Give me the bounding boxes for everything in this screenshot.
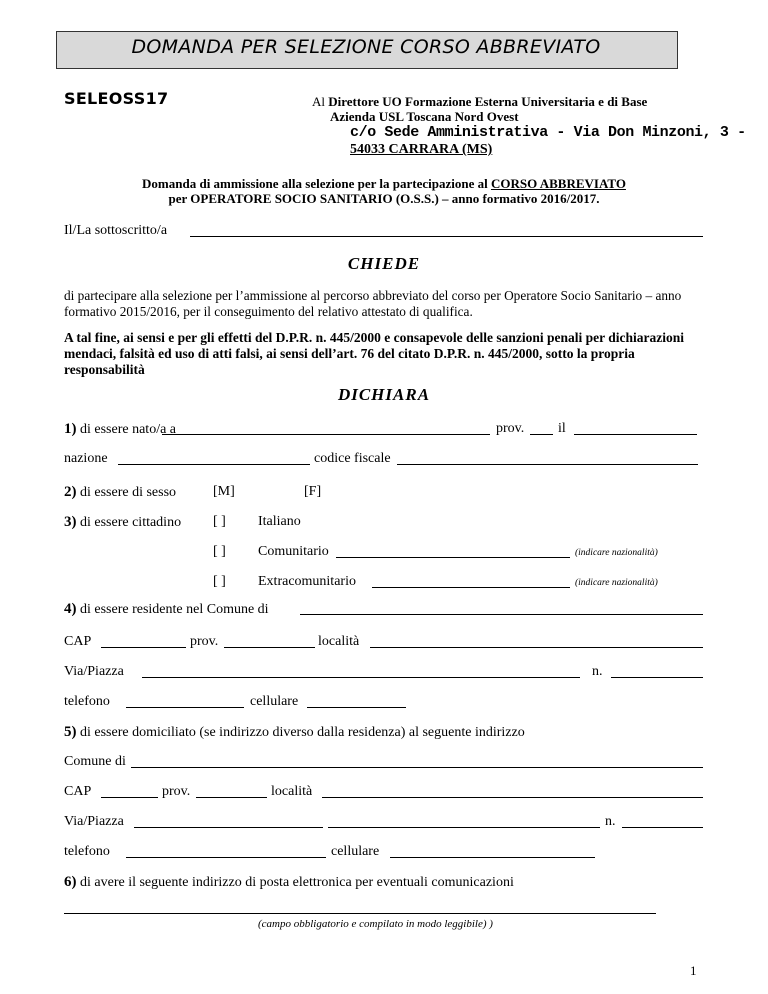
dichiara-heading: DICHIARA: [337, 385, 431, 404]
comunitario-note: (indicare nazionalità): [575, 548, 658, 558]
res-cap-label: CAP: [64, 634, 92, 649]
item1-prov-label: prov.: [496, 421, 525, 436]
form-title: DOMANDA PER SELEZIONE CORSO ABBREVIATO: [131, 36, 601, 58]
dom-localita-label: località: [271, 784, 313, 799]
res-localita-field[interactable]: [370, 647, 703, 648]
dom-cellulare-field[interactable]: [390, 857, 595, 858]
dom-telefono-field[interactable]: [126, 857, 326, 858]
dom-cap-label: CAP: [64, 784, 92, 799]
dom-telefono-label: telefono: [64, 844, 110, 859]
res-localita-label: località: [318, 634, 360, 649]
declaration-3: responsabilità: [64, 362, 145, 377]
res-n-label: n.: [592, 664, 603, 679]
chiede-heading: CHIEDE: [347, 254, 421, 273]
email-note: (campo obbligatorio e compilato in modo leggibile) ): [258, 918, 493, 930]
declaration-1: A tal fine, ai sensi e per gli effetti del D.P.R. n. 445/2000 e consapevole delle sanzioni penali per dichiarazioni: [64, 330, 684, 345]
addressee-name: Direttore UO Formazione Esterna Universitaria e di Base: [328, 94, 648, 109]
addressee-line1: [312, 94, 647, 110]
item5-label: 5) di essere domiciliato (se indirizzo diverso dalla residenza) al seguente indirizzo: [64, 724, 525, 740]
addressee-line4: 54033 CARRARA (MS): [350, 142, 493, 157]
page-number: 1: [690, 963, 697, 978]
res-via-label: Via/Piazza: [64, 664, 124, 679]
dom-cap-field[interactable]: [101, 797, 158, 798]
email-field[interactable]: [64, 913, 656, 914]
citizenship-comunitario-label: Comunitario: [258, 544, 329, 559]
res-via-field[interactable]: [142, 677, 580, 678]
citizenship-comunitario-checkbox[interactable]: [ ]: [213, 544, 226, 559]
codice-fiscale-label: codice fiscale: [314, 451, 391, 466]
dom-comune-field[interactable]: [131, 767, 703, 768]
dom-via-field-1[interactable]: [134, 827, 323, 828]
form-code: SELEOSS17: [64, 89, 169, 108]
signatory-field[interactable]: [190, 236, 703, 237]
res-n-field[interactable]: [611, 677, 703, 678]
sex-option-f[interactable]: [F]: [304, 484, 322, 499]
dom-n-field[interactable]: [622, 827, 703, 828]
subject-line2: per OPERATORE SOCIO SANITARIO (O.S.S.) – anno formativo 2016/2017.: [168, 191, 600, 206]
signatory-label: Il/La sottoscritto/a: [64, 223, 168, 238]
nazione-field[interactable]: [118, 464, 310, 465]
birth-prov-field[interactable]: [530, 434, 553, 435]
res-prov-field[interactable]: [224, 647, 315, 648]
item3-label: 3) di essere cittadino: [64, 514, 182, 530]
dom-n-label: n.: [605, 814, 616, 829]
nazione-label: nazione: [64, 451, 108, 466]
extracomunitario-nationality-field[interactable]: [372, 587, 570, 588]
dom-via-field-2[interactable]: [328, 827, 600, 828]
subject-course: CORSO ABBREVIATO: [490, 176, 626, 191]
addressee-line3: c/o Sede Amministrativa - Via Don Minzoni, 3 -: [350, 124, 746, 141]
extracomunitario-note: (indicare nazionalità): [575, 578, 658, 588]
chiede-text-2: formativo 2015/2016, per il conseguimento del relativo attestato di qualifica.: [64, 304, 473, 319]
item1-il-label: il: [558, 421, 566, 436]
res-telefono-field[interactable]: [126, 707, 244, 708]
addressee-prefix: Al: [312, 94, 325, 109]
codice-fiscale-field[interactable]: [397, 464, 698, 465]
dom-cellulare-label: cellulare: [331, 844, 380, 859]
residence-comune-field[interactable]: [300, 614, 703, 615]
res-cap-field[interactable]: [101, 647, 186, 648]
citizenship-italiano-checkbox[interactable]: [ ]: [213, 514, 226, 529]
citizenship-italiano-label: Italiano: [258, 514, 301, 529]
citizenship-extracomunitario-label: Extracomunitario: [258, 574, 356, 589]
dom-prov-field[interactable]: [196, 797, 267, 798]
subject-text: Domanda di ammissione alla selezione per la partecipazione al: [142, 176, 491, 191]
dom-localita-field[interactable]: [322, 797, 703, 798]
res-prov-label: prov.: [190, 634, 219, 649]
dom-prov-label: prov.: [162, 784, 191, 799]
comunitario-nationality-field[interactable]: [336, 557, 570, 558]
dom-via-label: Via/Piazza: [64, 814, 124, 829]
chiede-text-1: di partecipare alla selezione per l’ammissione al percorso abbreviato del corso per Operatore Socio Sanitario – anno: [64, 288, 682, 303]
dom-comune-label: Comune di: [64, 754, 126, 769]
item6-label: 6) di avere il seguente indirizzo di posta elettronica per eventuali comunicazioni: [64, 874, 514, 890]
birth-date-field[interactable]: [574, 434, 697, 435]
res-cellulare-label: cellulare: [250, 694, 299, 709]
subject-line1: [0, 176, 768, 192]
birthplace-field[interactable]: [162, 434, 490, 435]
addressee-line2: Azienda USL Toscana Nord Ovest: [330, 109, 519, 124]
res-telefono-label: telefono: [64, 694, 110, 709]
res-cellulare-field[interactable]: [307, 707, 406, 708]
item1-label: 1) di essere nato/a a: [64, 421, 177, 437]
sex-option-m[interactable]: [M]: [213, 484, 235, 499]
declaration-2: mendaci, falsità ed uso di atti falsi, ai sensi dell’art. 76 del citato D.P.R. n. 445/2000, sotto la propria: [64, 346, 635, 361]
item2-label: 2) di essere di sesso: [64, 484, 177, 500]
item4-label: 4) di essere residente nel Comune di: [64, 601, 269, 617]
citizenship-extracomunitario-checkbox[interactable]: [ ]: [213, 574, 226, 589]
